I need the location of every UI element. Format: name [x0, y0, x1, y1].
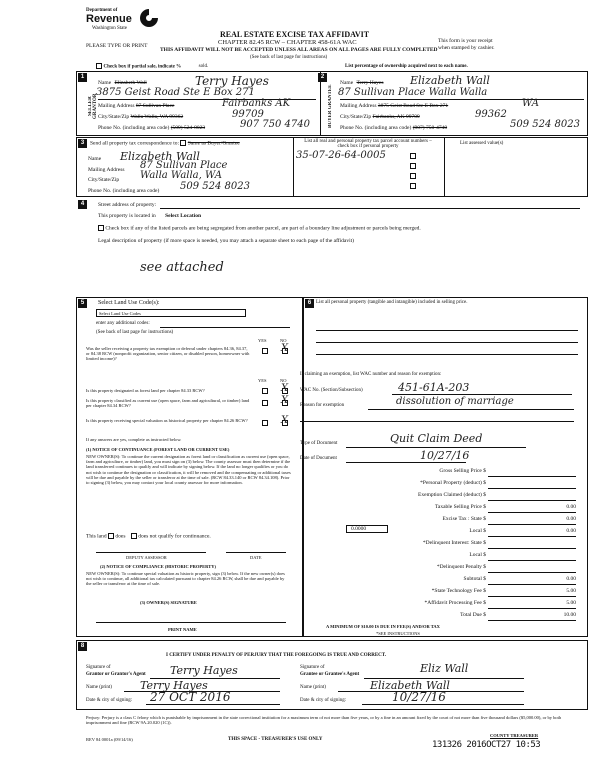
grantee-date-label: Date & city of signing:: [300, 698, 347, 703]
calc-row-label: *Delinquent Interest: State $: [422, 540, 486, 546]
doc-date-underline: [346, 462, 466, 463]
calc-row-field: [488, 596, 576, 597]
located-label: This property is located in: [98, 213, 156, 219]
seller-city-typed: Walla Walla, WA 99362: [130, 114, 184, 120]
does-not-label: does not qualify for continuance.: [138, 533, 211, 540]
form-chapter: CHAPTER 82.45 RCW – CHAPTER 458-61A WAC: [218, 39, 357, 46]
q1-no-mark: X: [281, 343, 289, 354]
reason-underline-2: [300, 421, 574, 422]
location-select[interactable]: Select Location: [165, 213, 202, 219]
calc-row-value: 5.00: [566, 588, 576, 594]
calc-row-field: [488, 512, 576, 513]
parcel-pp-checkbox-4[interactable]: [410, 183, 416, 189]
buyer-phone-typed: (907) 750-4740: [412, 125, 448, 131]
q1-text: Was the seller receiving a property tax exemption or deferral under chapters 84.36, 84.37, or 84.38 RCW (nonprofit organization, senior citizen, or disabled person, homeowner with limited income)?: [86, 346, 250, 361]
county-treasurer: COUNTY TREASURER: [490, 733, 539, 738]
same-as-label: Same as Buyer/Grantee: [187, 140, 240, 147]
corr-mailing-row: [88, 167, 125, 173]
pp-line-1: [316, 330, 578, 331]
calc-row-field: [488, 500, 576, 501]
parcel-divider: [444, 137, 445, 197]
buyer-mailing-label: Mailing Address: [340, 103, 377, 109]
corr-mailing-label: Mailing Address: [88, 167, 125, 173]
corr-name-row: [88, 156, 101, 162]
parcel-checkboxes: [410, 153, 416, 193]
seller-city-label: City/State/Zip: [98, 114, 130, 120]
land-use-see-back: (See back of last page for instructions): [96, 330, 174, 335]
grantor-date-hw: 27 OCT 2016: [150, 690, 231, 704]
corr-city-row: [88, 177, 119, 183]
treasurer-stamp: 131326 2016OCT27 10:53: [432, 740, 541, 750]
grantee-sig-hw: Eliz Wall: [420, 662, 469, 675]
buyer-name-label: Name: [340, 80, 354, 86]
form-see-back: (See back of last page for instructions): [250, 55, 328, 60]
perjury-text: Perjury: Perjury is a class C felony which is punishable by imprisonment in the state correctional institution for a maximum term of not more than five years, or by a fine in an amount fixed by the court of not more than five thousand dollars ($5,000.00), or by both imprisonment and fine (RCW 9A.20.020 (1C)).: [86, 715, 562, 726]
section-4-marker: 4: [78, 200, 87, 209]
local-rate-box: [346, 525, 388, 533]
grantee-date-line: [362, 704, 524, 705]
segregated-row: [98, 225, 421, 231]
buyer-phone-row: [340, 125, 447, 131]
buyer-mailing-hw: WA: [522, 98, 540, 109]
dept-line2: Revenue: [86, 13, 132, 25]
q3-no-mark: X: [281, 395, 289, 406]
calc-row-field: [488, 560, 576, 561]
wac-hw: 451-61A-203: [398, 381, 470, 394]
calc-row: [306, 576, 578, 586]
owner-sig-label: (3) OWNER(S) SIGNATURE: [140, 600, 197, 605]
calc-row-value: 0.00: [566, 528, 576, 534]
seller-city-row: [98, 114, 183, 120]
section-3-marker: 3: [78, 139, 87, 148]
grantee-name-label: Name (print): [300, 685, 326, 690]
grantee-date-hw: 10/27/16: [392, 690, 446, 704]
corr-label-row: [90, 140, 240, 146]
does-checkbox[interactable]: [108, 533, 114, 539]
q1-yes-checkbox[interactable]: [262, 348, 268, 354]
section-8-marker: 8: [78, 642, 87, 651]
wac-underline: [392, 394, 572, 395]
partial-sale-sold: sold.: [198, 64, 209, 70]
buyer-mailing-row: [340, 103, 448, 109]
calc-row-label: Subtotal $: [463, 576, 486, 582]
partial-sale-label: Check box if partial sale, indicate %: [103, 64, 182, 70]
parcel-hw: 35-07-26-64-0005: [296, 150, 386, 161]
segregated-checkbox[interactable]: [98, 225, 104, 231]
land-use-select[interactable]: [96, 309, 246, 317]
q4-text: Is this property receiving special valuation as historical property per chapter 84.26 RCW?: [86, 418, 248, 423]
calc-row-label: Local $: [469, 552, 486, 558]
pp-line-3: [316, 354, 578, 355]
grantee-name-hw: Elizabeth Wall: [370, 679, 450, 692]
buyer-city-typed: Fairbanks, AK 99709: [372, 114, 420, 120]
parcel-pp-checkbox-1[interactable]: [410, 153, 416, 159]
dept-line1: Department of: [86, 8, 118, 13]
doc-type-underline: [346, 447, 526, 448]
calc-row-label: Taxable Selling Price $: [434, 504, 486, 510]
answers-note: If any answers are yes, complete as instructed below.: [86, 437, 182, 442]
located-row: [98, 213, 201, 219]
seller-name2-hw: 3875 Geist Road Ste E Box 271: [96, 87, 255, 98]
calc-row: [306, 540, 578, 550]
no-label-2: NO: [280, 378, 287, 383]
certify-text: I CERTIFY UNDER PENALTY OF PERJURY THAT THE FOREGOING IS TRUE AND CORRECT.: [166, 653, 387, 658]
corr-mailing-hw: 87 Sullivan Place: [140, 160, 228, 171]
historic-title: (2) NOTICE OF COMPLIANCE (HISTORIC PROPERTY): [100, 564, 216, 569]
section-5-marker: 5: [78, 299, 87, 308]
reason-underline: [368, 409, 574, 410]
corr-phone-label: Phone No. (including area code): [88, 188, 160, 194]
personal-prop-text: List all personal property (tangible and intangible) included in selling price.: [316, 300, 468, 305]
parcel-pp-checkbox-2[interactable]: [410, 163, 416, 169]
seller-mailing-hw: Fairbanks AK: [222, 98, 291, 109]
partial-sale-checkbox[interactable]: [96, 63, 102, 69]
section-1-marker: 1: [78, 73, 87, 82]
personal-prop-box: [303, 297, 588, 637]
calc-row-label: Exemption Claimed (deduct) $: [418, 492, 486, 498]
calc-row-field: [488, 620, 576, 621]
buyer-name-hw: Elizabeth Wall: [410, 74, 490, 87]
land-use-label: Select Land Use Code(s):: [98, 300, 160, 306]
treasurer-only: THIS SPACE - TREASURER'S USE ONLY: [228, 737, 323, 742]
calc-row-label: Gross Selling Price $: [439, 468, 486, 474]
buyer-name-typed: Terry Hayes: [356, 80, 384, 86]
yes-label-1: YES: [258, 338, 267, 343]
calc-row-label: *Delinquent Penalty $: [436, 564, 486, 570]
does-label: does: [115, 533, 126, 540]
buyer-phone-hw: 509 524 8023: [510, 119, 580, 130]
q3-text: Is this property classified as current use (open space, farm and agricultural, or timber) land per chapter 84.34 RCW?: [86, 398, 250, 408]
calc-row-label: Local $: [469, 528, 486, 534]
dor-seal-icon: [138, 8, 160, 28]
doc-type-hw: Quit Claim Deed: [390, 432, 483, 445]
buyer-name-underline: [340, 99, 584, 100]
grantor-sig-hw: Terry Hayes: [170, 664, 238, 677]
street-label: Street address of property:: [98, 202, 157, 208]
calc-row-field: [488, 548, 576, 549]
qualify-row: [86, 533, 211, 539]
historic-text: NEW OWNER(S): To continue special valuation as historic property, sign (3) below. If the new owner(s) does not wish to continue, all additional tax calculated pursuant to chapter 84.26 RCW, shall be due and payable by the seller or transferor at the time of sale.: [86, 571, 285, 587]
rev-number: REV 84 0001a (09/14/16): [86, 737, 133, 742]
section-6-marker: 6: [305, 299, 314, 308]
form-title: REAL ESTATE EXCISE TAX AFFIDAVIT: [220, 30, 370, 39]
calc-row-field: [488, 536, 576, 537]
seller-mailing-typed: 87 Sullivan Place: [135, 103, 175, 109]
grantee-sig-label-1: Signature of: [300, 665, 325, 670]
seller-city-hw: 99709: [232, 109, 264, 120]
seller-phone-label: Phone No. (including area code): [98, 125, 170, 131]
doc-date-hw: 10/27/16: [420, 449, 470, 462]
calc-row-label: *Personal Property (deduct) $: [420, 480, 486, 486]
local-rate-value: 0.0000: [351, 526, 367, 532]
calc-row-label: *Affidavit Processing Fee $: [424, 600, 486, 606]
calc-row: [306, 468, 578, 478]
street-underline: [160, 208, 580, 209]
seller-mailing-row: [98, 103, 174, 109]
dor-logo: [86, 8, 166, 38]
legal-hw: see attached: [140, 260, 224, 275]
calc-row: [306, 504, 578, 514]
calc-row-field: [488, 524, 576, 525]
q4-no-mark: X: [281, 415, 289, 426]
calc-row: [306, 600, 578, 610]
calc-row-field: [488, 584, 576, 585]
deputy-sig-line: [96, 552, 206, 553]
calc-row-label: Total Due $: [460, 612, 486, 618]
calc-row-field: [488, 608, 576, 609]
calc-row: [306, 480, 578, 490]
buyer-phone-label: Phone No. (including area code): [340, 125, 412, 131]
parties-divider: [320, 71, 321, 136]
minimum-note: A MINIMUM OF $10.00 IS DUE IN FEE(S) AND/OR TAX: [326, 624, 440, 629]
grantor-date-line: [146, 704, 280, 705]
buyer-side-label: BUYER GRANTEE: [328, 84, 333, 129]
legal-row: [98, 238, 354, 244]
yes-label-2: YES: [258, 378, 267, 383]
reason-hw: dissolution of marriage: [396, 396, 514, 407]
seller-name-hw: Terry Hayes: [195, 74, 269, 88]
doc-type-label: Type of Document: [300, 441, 338, 446]
grantor-name-hw: Terry Hayes: [140, 679, 208, 692]
corr-city-hw: Walla Walla, WA: [140, 170, 222, 181]
buyer-city-label: City/State/Zip: [340, 114, 372, 120]
deputy-label: DEPUTY ASSESSOR: [126, 555, 167, 560]
legal-label: Legal description of property (if more space is needed, you may attach a separate sheet to each page of the affidavit): [98, 238, 354, 244]
seller-mailing-label: Mailing Address: [98, 103, 135, 109]
calc-row-value: 10.00: [563, 612, 576, 618]
seller-phone-typed: (509) 524-8023: [170, 125, 206, 131]
buyer-mailing-typed: 3875 Geist Road Ste E Box 271: [377, 103, 449, 109]
buyer-name2-hw: 87 Sullivan Place Walla Walla: [338, 87, 488, 98]
no-label-1: NO: [280, 338, 287, 343]
parcels-header: List all real and personal property tax parcel account numbers – check box if personal property: [304, 139, 432, 149]
calc-row: [306, 612, 578, 622]
calc-row-value: 0.00: [566, 504, 576, 510]
partial-sale-row: [96, 63, 208, 69]
calc-row: [306, 492, 578, 502]
q2-yes-checkbox[interactable]: [262, 388, 268, 394]
print-name-label: PRINT NAME: [168, 627, 197, 632]
grantor-sig-label-2: Grantor or Grantor's Agent: [86, 672, 146, 677]
deputy-date-label: DATE: [250, 555, 262, 560]
assessed-header: List assessed value(s): [460, 141, 504, 146]
this-land-label: This land: [86, 533, 107, 540]
reason-label: Reason for exemption: [300, 403, 345, 408]
same-as-buyer-checkbox[interactable]: [180, 140, 186, 146]
q2-no-mark: X: [281, 383, 289, 394]
land-use-select-value: Select Land Use Codes: [99, 311, 141, 316]
exemption-intro: If claiming an exemption, list WAC number and reason for exemption:: [300, 372, 442, 377]
calc-row: [306, 588, 578, 598]
additional-codes-input[interactable]: [160, 327, 290, 328]
calc-row-label: Excise Tax : State $: [442, 516, 486, 522]
corr-phone-row: [88, 188, 159, 194]
seller-name-label: Name: [98, 80, 112, 86]
buyer-name-row: [340, 80, 383, 86]
grantee-sig-label-2: Grantee or Grantee's Agent: [300, 672, 360, 677]
calc-row-field: [488, 476, 576, 477]
seller-phone-hw: 907 750 4740: [240, 119, 310, 130]
street-row: [98, 202, 156, 208]
calc-row-value: 0.00: [566, 576, 576, 582]
ownership-list: List percentage of ownership acquired next to each name.: [345, 64, 468, 69]
calc-row: [306, 564, 578, 574]
q3-yes-checkbox[interactable]: [262, 400, 268, 406]
segregated-label: Check box if any of the listed parcels are being segregated from another parcel, are part of a boundary line adjustment or parcels being merged.: [105, 225, 421, 232]
calc-row-field: [488, 488, 576, 489]
corr-phone-hw: 509 524 8023: [180, 181, 250, 192]
seller-side-label: SELLER GRANTOR: [88, 93, 98, 120]
q4-yes-checkbox[interactable]: [262, 420, 268, 426]
corr-name-label: Name: [88, 156, 102, 162]
owner-sig-line: [96, 622, 286, 623]
buyer-city-row: [340, 114, 420, 120]
pp-line-2: [316, 342, 578, 343]
corr-name-hw: Elizabeth Wall: [120, 150, 200, 163]
does-not-checkbox[interactable]: [131, 533, 137, 539]
receipt-note-2: when stamped by cashier.: [438, 45, 495, 51]
type-or-print: PLEASE TYPE OR PRINT: [86, 43, 148, 49]
corr-divider: [293, 137, 294, 197]
seller-phone-row: [98, 125, 205, 131]
grantor-date-label: Date & city of signing:: [86, 698, 133, 703]
doc-date-label: Date of Document: [300, 456, 337, 461]
calc-row-value: 0.00: [566, 516, 576, 522]
corr-label: Send all property tax correspondence to:: [90, 140, 180, 147]
q2-text: Is this property designated as forest land per chapter 84.33 RCW?: [86, 388, 205, 393]
deputy-date-line: [226, 552, 286, 553]
seller-name-typed: Elizabeth Wall: [114, 80, 147, 86]
buyer-city-hw: 99362: [475, 109, 507, 120]
continuance-title: (1) NOTICE OF CONTINUANCE (FOREST LAND OR CURRENT USE): [86, 447, 230, 452]
parcel-pp-checkbox-3[interactable]: [410, 173, 416, 179]
receipt-note-1: This form is your receipt: [438, 38, 493, 44]
grantor-sig-label-1: Signature of: [86, 665, 111, 670]
corr-city-label: City/State/Zip: [88, 177, 120, 183]
section-2-marker: 2: [318, 73, 327, 82]
calc-row-value: 5.00: [566, 600, 576, 606]
see-instructions: *SEE INSTRUCTIONS: [376, 631, 420, 636]
continuance-text: NEW OWNER(S): To continue the current designation as forest land or classification as current use (open space, farm and agriculture, or timber) land, you must sign on (3) below. The county assessor must then determine if the land transferred continues to qualify and will indicate by signing below. If the land no longer qualifies or you do not wish to continue the designation or classification, it will be removed and the compensating or additional taxes will be due and payable by the seller or transferor at the time of sale. (RCW 84.33.140 or RCW 84.34.108). Prior to signing (3) below, you may contact your local county assessor for more information.: [86, 454, 291, 485]
additional-codes-label: enter any additional codes:: [96, 321, 150, 326]
wac-label: WAC No. (Section/Subsection): [300, 388, 363, 393]
calc-row-field: [488, 572, 576, 573]
dept-line3: Washington State: [92, 26, 128, 31]
grantor-name-label: Name (print): [86, 685, 112, 690]
calc-row-label: *State Technology Fee $: [431, 588, 486, 594]
form-notice: THIS AFFIDAVIT WILL NOT BE ACCEPTED UNLESS ALL AREAS ON ALL PAGES ARE FULLY COMPLETED: [160, 47, 438, 53]
calc-row: [306, 552, 578, 562]
